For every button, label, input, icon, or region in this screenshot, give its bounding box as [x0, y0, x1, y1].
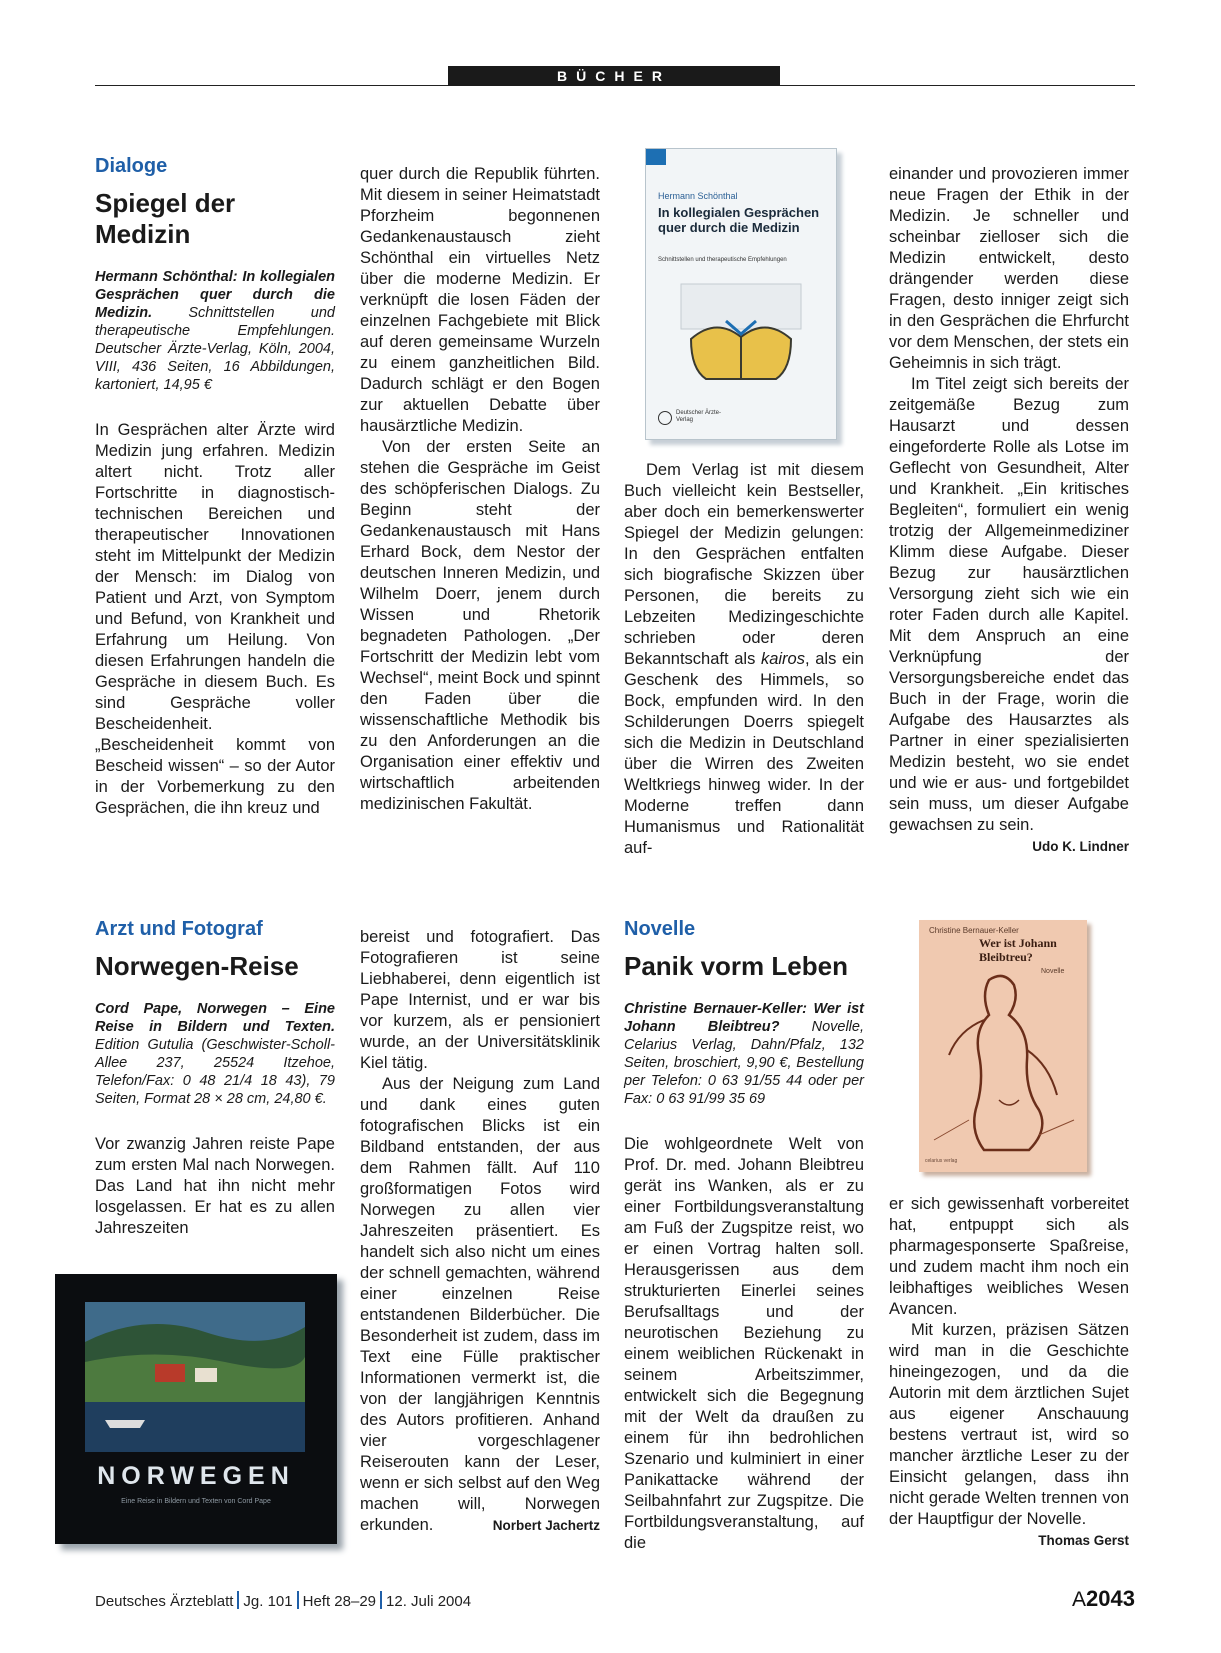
article3-paragraph: Mit kurzen, präzisen Sätzen wird man in die Geschichte hineingezogen, und da die Autorin mit dem ärztlichen Sujet aus eigener Anschauung bestens vertraut ist, wird so mancher ärztliche Leser zu der Einsicht gelangen, dass ihn nicht gerade Welten trennen von der Hauptfigur der Novelle. Thomas Gerst [889, 1320, 1129, 1530]
article2-col2 [360, 927, 600, 1536]
book-cover-norwegen [55, 1274, 337, 1544]
article2-kicker: Arzt und Fotograf [95, 918, 263, 940]
heads-illustration [671, 279, 811, 389]
article1-paragraph: Von der ersten Seite an stehen die Gespräche im Geist des schöpferischen Dialogs. Zu Beginn steht der Gedankenaustausch mit Hans Erhard Bock, dem Nestor der deutschen Inneren Medizin, und Wilhelm Doerr, jenem durch Wissen und Rhetorik begnadeten Pathologen. „Der Fortschritt der Medizin lebt vom Wechsel“, meint Bock und spinnt den Faden über die wissenschaftliche Methodik bis zu den Anforderungen an die Organisation einer effektiv und wirtschaftlich arbeitenden medizinischen Fakultät. [360, 438, 600, 813]
footer-citation: Deutsches Ärzteblatt Jg. 101 Heft 28–29 12. Juli 2004 [95, 1593, 472, 1610]
article2-paragraph: Aus der Neigung zum Land und dank eines guten fotografischen Blicks ist ein Bildband entstanden, der aus dem Rahmen fällt. Auf 110 großformatigen Fotos wird Norwegen zu allen vier Jahreszeiten präsentiert. Es handelt sich also nicht um eines der schnell gemachten, während einer einzelnen Reise entstandenen Bilderbücher. Die Besonderheit ist zudem, dass im Text eine Fülle praktischer Informationen vermerkt ist, die von der langjährigen Kenntnis des Autors profitieren. Anhand vier vorgeschlagener Reiserouten kann der Leser, wenn er sich selbst auf den Weg machen will, Norwegen erkunden. Norbert Jachertz [360, 1075, 600, 1534]
article2-paragraph: Vor zwanzig Jahren reiste Pape zum ersten Mal nach Norwegen. Das Land hat ihn nicht mehr losgelassen. Er hat es zu allen Jahreszeiten [95, 1135, 335, 1237]
article1-title: Spiegel der Medizin [95, 188, 236, 249]
article3-biblio: Christine Bernauer-Keller: Wer ist Johann Bleibtreu? Novelle, Celarius Verlag, Dahn/Pfalz, 132 Seiten, broschiert, 9,90 €, Bestellung per Telefon: 0 63 91/55 44 oder per Fax: 0 63 91/99 35 69 [624, 1001, 864, 1107]
article1-col4 [889, 164, 1129, 857]
figure-drawing [929, 960, 1079, 1155]
article1-paragraph: Im Titel zeigt sich bereits der zeitgemäße Bezug zum Hausarzt und dessen eingeforderte Rolle als Lotse im Geflecht von Gesundheit, Alter und Krankheit. „Ein kritisches Begleiten“, formuliert ein wenig trotzig der Allgemeinmediziner Klimm diese Aufgabe. Dieser Bezug zur hausärztlichen Versorgung zieht sich wie ein roter Faden durch alle Kapitel. Mit dem Anspruch an eine Verknüpfung der Versorgungsbereiche endet das Buch in der Frage, worin die Aufgabe des Hausarztes als Partner in einer spezialisierten Medizin besteht, wo sie endet und wie er aus- und fortgebildet sein muss, um dieser Aufgabe gewachsen zu sein. Udo K. Lindner [889, 374, 1129, 836]
cover-subtitle: Eine Reise in Bildern und Texten von Cord Pape [121, 1498, 271, 1505]
section-label: BÜCHER [448, 66, 780, 86]
article1-kicker: Dialoge [95, 155, 168, 177]
article1-paragraph: einander und provozieren immer neue Fragen der Ethik in der Medizin. Je schneller und scheinbar zielloser sich die Medizin entwickelt, desto drängender werden diese Fragen, desto inniger zeigt sich in den Gesprächen die Ehrfurcht vor dem Menschen, der stets ein Geheimnis in sich trägt. [889, 165, 1129, 372]
article1-paragraph: quer durch die Republik führten. Mit diesem in seiner Heimatstadt Pforzheim begonnenen Gedankenaustausch zieht Schönthal ein virtuelles Netz über die moderne Medizin. Er verknüpft die losen Fäden der einzelnen Fachgebiete mit Blick auf deren gemeinsame Wurzeln zu einem ganzheitlichen Bild. Dadurch schlägt er den Bogen zur aktuellen Debatte über hausärztliche Medizin. [360, 165, 600, 435]
landscape-photo [85, 1302, 305, 1452]
page-number: A2043 [1072, 1586, 1135, 1611]
article2-biblio: Cord Pape, Norwegen – Eine Reise in Bildern und Texten. Edition Gutulia (Geschwister-Scholl-Allee 237, 25524 Itzehoe, Telefon/Fax: 0 48 21/4 18 43), 79 Seiten, Format 28 × 28 cm, 24,80 €. [95, 1001, 335, 1107]
article1-biblio: Hermann Schönthal: In kollegialen Gesprächen quer durch die Medizin. Schnittstellen und therapeutische Empfehlungen. Deutscher Ärzte-Verlag, Köln, 2004, VIII, 436 Seiten, 16 Abbildungen, kartoniert, 14,95 € [95, 269, 335, 393]
article1-paragraph: In Gesprächen alter Ärzte wird Medizin jung erfahren. Medizin altert nicht. Trotz aller Fortschritte in diagnostisch-technischen Bereichen und therapeutischer Innovationen steht im Mittelpunkt der Medizin der Mensch: im Dialog von Patient und Arzt, von Symptom und Befund, von Krankheit und Erfahrung um Heilung. Von diesen Erfahrungen handeln die Gespräche in diesem Buch. Es sind Gespräche voller Bescheidenheit. „Bescheidenheit kommt von Bescheid wissen“ – so der Autor in der Vorbemerkung zu den Gesprächen, die ihn kreuz und [95, 421, 335, 817]
article3-col2 [889, 1194, 1129, 1551]
article3-paragraph: er sich gewissenhaft vorbereitet hat, entpuppt sich als pharmagesponserte Spaßreise, und zudem macht ihm noch ein leibhaftiges weibliches Wesen Avancen. [889, 1195, 1129, 1318]
article1-author: Udo K. Lindner [1032, 839, 1129, 854]
article3-paragraph: Die wohlgeordnete Welt von Prof. Dr. med. Johann Bleibtreu gerät ins Wanken, als er zu einer Fortbildungsveranstaltung am Fuß der Zugspitze reist, wo er einen Vortrag halten soll. Herausgerissen aus dem strukturierten Einerlei seines Berufsalltags und der neurotischen Beziehung zu einem weiblichen Rückenakt in seinem Arbeitszimmer, entwickelt sich die Begegnung mit der Welt da draußen zu einem für ihn bedrohlichen Szenario und kulminiert in einer Panikattacke während der Seilbahnfahrt zur Zugspitze. Die Fortbildungsveranstaltung, auf die [624, 1135, 864, 1552]
article2-title: Norwegen-Reise [95, 951, 299, 981]
article2-author: Norbert Jachertz [492, 1518, 600, 1533]
publisher-logo-icon [658, 411, 672, 425]
article3-author: Thomas Gerst [1038, 1533, 1129, 1548]
article3-title: Panik vorm Leben [624, 951, 848, 981]
article1-col3 [624, 460, 864, 859]
article1-paragraph: Dem Verlag ist mit diesem Buch vielleicht kein Bestseller, aber doch ein bemerkenswerter Spiegel der Medizin gelungen: In den Gesprächen entfalten sich biografische Skizzen über Personen, die bereits zu Lebzeiten Medizingeschichte schrieben oder deren Bekanntschaft als kairos, als ein Geschenk des Himmels, so Bock, empfunden wird. In den Schilderungen Doerrs spiegelt sich die Medizin in Deutschland über die Wirren des Zweiten Weltkriegs hinweg wider. In der Moderne treffen dann Humanismus und Rationalität auf- [624, 461, 864, 857]
article2-col1 [95, 917, 335, 1239]
article1-col1 [95, 154, 335, 819]
article2-paragraph: bereist und fotografiert. Das Fotografieren ist seine Liebhaberei, denn eigentlich ist Pape Internist, und er war bis vor kurzem, als er pensioniert wurde, an der Universitätsklinik Kiel tätig. [360, 928, 600, 1072]
article3-kicker: Novelle [624, 918, 696, 940]
article3-col1 [624, 917, 864, 1554]
book-cover-bleibtreu: Christine Bernauer-Keller Wer ist Johann Bleibtreu? Novelle celarius verlag [919, 920, 1087, 1172]
book-cover-schoenthal: Hermann Schönthal In kollegialen Gesprächen quer durch die Medizin Schnittstellen und therapeutische Empfehlungen Deutscher Ärzte-Verlag [645, 148, 837, 440]
cover-title: NORWEGEN [97, 1462, 295, 1490]
article1-col2 [360, 164, 600, 815]
